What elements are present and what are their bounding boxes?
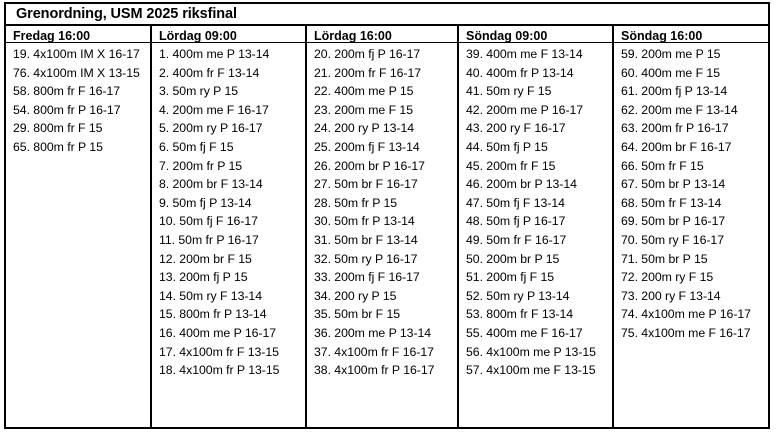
event-list xyxy=(152,43,305,380)
schedule-table xyxy=(4,2,770,429)
list-item: 22. 400m me P 15 xyxy=(314,84,414,99)
column-header: Lördag 09:00 xyxy=(152,26,305,43)
list-item: 20. 200m fj P 16-17 xyxy=(314,47,421,61)
list-item: 6. 50m fj F 15 xyxy=(159,139,234,154)
column-header: Lördag 16:00 xyxy=(307,26,457,43)
list-item: 57. 4x100m me F 13-15 xyxy=(466,363,596,378)
list-item: 59. 200m me P 15 xyxy=(621,47,721,61)
list-item: 31. 50m br F 13-14 xyxy=(314,232,418,247)
list-item: 26. 200m br P 16-17 xyxy=(314,158,425,173)
list-item: 25. 200m fj F 13-14 xyxy=(314,139,420,154)
list-item: 2. 400m fr F 13-14 xyxy=(159,65,260,80)
list-item: 58. 800m fr F 16-17 xyxy=(13,84,121,99)
list-item: 56. 4x100m me P 13-15 xyxy=(466,344,596,359)
list-item: 7. 200m fr P 15 xyxy=(159,158,243,173)
list-item: 10. 50m fj F 16-17 xyxy=(159,214,258,229)
list-item: 40. 400m fr P 13-14 xyxy=(466,65,574,80)
list-item: 12. 200m br F 15 xyxy=(159,251,252,266)
list-item: 16. 400m me P 16-17 xyxy=(159,325,277,340)
list-item: 33. 200m fj F 16-17 xyxy=(314,270,420,285)
list-item: 27. 50m br F 16-17 xyxy=(314,177,418,192)
list-item: 4. 200m me F 16-17 xyxy=(159,102,269,117)
schedule-column-lordag-16 xyxy=(307,26,459,427)
list-item: 63. 200m fr P 16-17 xyxy=(621,121,729,136)
list-item: 42. 200m me P 16-17 xyxy=(466,102,584,117)
list-item: 34. 200 ry P 15 xyxy=(314,288,397,303)
list-item: 61. 200m fj P 13-14 xyxy=(621,84,728,99)
list-item: 75. 4x100m me F 16-17 xyxy=(621,325,751,340)
list-item: 55. 400m me F 16-17 xyxy=(466,325,583,340)
list-item: 23. 200m me F 15 xyxy=(314,102,413,117)
list-item: 51. 200m fj F 15 xyxy=(466,270,555,285)
list-item: 35. 50m br F 15 xyxy=(314,307,401,322)
schedule-column-lordag-09 xyxy=(152,26,307,427)
list-item: 60. 400m me F 15 xyxy=(621,65,720,80)
list-item: 48. 50m fj P 16-17 xyxy=(466,214,566,229)
list-item: 45. 200m fr F 15 xyxy=(466,158,556,173)
title-row xyxy=(6,4,768,26)
list-item: 8. 200m br F 13-14 xyxy=(159,177,263,192)
list-item: 54. 800m fr P 16-17 xyxy=(13,102,121,117)
list-item: 37. 4x100m fr F 16-17 xyxy=(314,344,434,359)
page-title: Grenordning, USM 2025 riksfinal xyxy=(16,6,237,22)
list-item: 50. 200m br P 15 xyxy=(466,251,560,266)
list-item: 72. 200m ry F 15 xyxy=(621,270,714,285)
list-item: 44. 50m fj P 15 xyxy=(466,139,548,154)
list-item: 15. 800m fr P 13-14 xyxy=(159,307,267,322)
column-header: Söndag 09:00 xyxy=(459,26,612,43)
list-item: 9. 50m fj P 13-14 xyxy=(159,195,252,210)
list-item: 29. 800m fr F 15 xyxy=(13,121,103,136)
list-item: 73. 200 ry F 13-14 xyxy=(621,288,721,303)
list-item: 76. 4x100m IM X 13-15 xyxy=(13,65,140,80)
list-item: 65. 800m fr P 15 xyxy=(13,139,103,154)
column-header: Söndag 16:00 xyxy=(614,26,768,43)
list-item: 62. 200m me F 13-14 xyxy=(621,102,738,117)
list-item: 13. 200m fj P 15 xyxy=(159,270,248,285)
list-item: 64. 200m br F 16-17 xyxy=(621,139,732,154)
list-item: 17. 4x100m fr F 13-15 xyxy=(159,344,279,359)
list-item: 53. 800m fr F 13-14 xyxy=(466,307,574,322)
list-item: 52. 50m ry P 13-14 xyxy=(466,288,570,303)
columns-container xyxy=(6,26,768,427)
list-item: 49. 50m fr F 16-17 xyxy=(466,232,567,247)
schedule-column-sondag-09 xyxy=(459,26,614,427)
list-item: 21. 200m fr F 16-17 xyxy=(314,65,422,80)
list-item: 1. 400m me P 13-14 xyxy=(159,47,270,61)
list-item: 28. 50m fr P 15 xyxy=(314,195,398,210)
list-item: 69. 50m br P 16-17 xyxy=(621,214,726,229)
column-header: Fredag 16:00 xyxy=(6,26,150,43)
event-list xyxy=(614,43,768,343)
event-list xyxy=(307,43,457,380)
list-item: 24. 200 ry P 13-14 xyxy=(314,121,415,136)
list-item: 46. 200m br P 13-14 xyxy=(466,177,577,192)
list-item: 3. 50m ry P 15 xyxy=(159,84,239,99)
event-list xyxy=(6,43,150,157)
schedule-column-fredag-16 xyxy=(6,26,152,427)
list-item: 71. 50m br P 15 xyxy=(621,251,708,266)
list-item: 32. 50m ry P 16-17 xyxy=(314,251,418,266)
list-item: 38. 4x100m fr P 16-17 xyxy=(314,363,435,378)
list-item: 30. 50m fr P 13-14 xyxy=(314,214,415,229)
list-item: 19. 4x100m IM X 16-17 xyxy=(13,47,140,61)
schedule-column-sondag-16 xyxy=(614,26,768,427)
list-item: 47. 50m fj F 13-14 xyxy=(466,195,565,210)
list-item: 14. 50m ry F 13-14 xyxy=(159,288,262,303)
list-item: 68. 50m fr F 13-14 xyxy=(621,195,722,210)
event-list xyxy=(459,43,612,380)
list-item: 39. 400m me F 13-14 xyxy=(466,47,583,61)
list-item: 18. 4x100m fr P 13-15 xyxy=(159,363,280,378)
list-item: 74. 4x100m me P 16-17 xyxy=(621,307,751,322)
list-item: 66. 50m fr F 15 xyxy=(621,158,704,173)
list-item: 11. 50m fr P 16-17 xyxy=(159,232,259,247)
list-item: 36. 200m me P 13-14 xyxy=(314,325,432,340)
list-item: 41. 50m ry F 15 xyxy=(466,84,552,99)
list-item: 67. 50m br P 13-14 xyxy=(621,177,726,192)
list-item: 43. 200 ry F 16-17 xyxy=(466,121,566,136)
list-item: 70. 50m ry F 16-17 xyxy=(621,232,724,247)
list-item: 5. 200m ry P 16-17 xyxy=(159,121,263,136)
